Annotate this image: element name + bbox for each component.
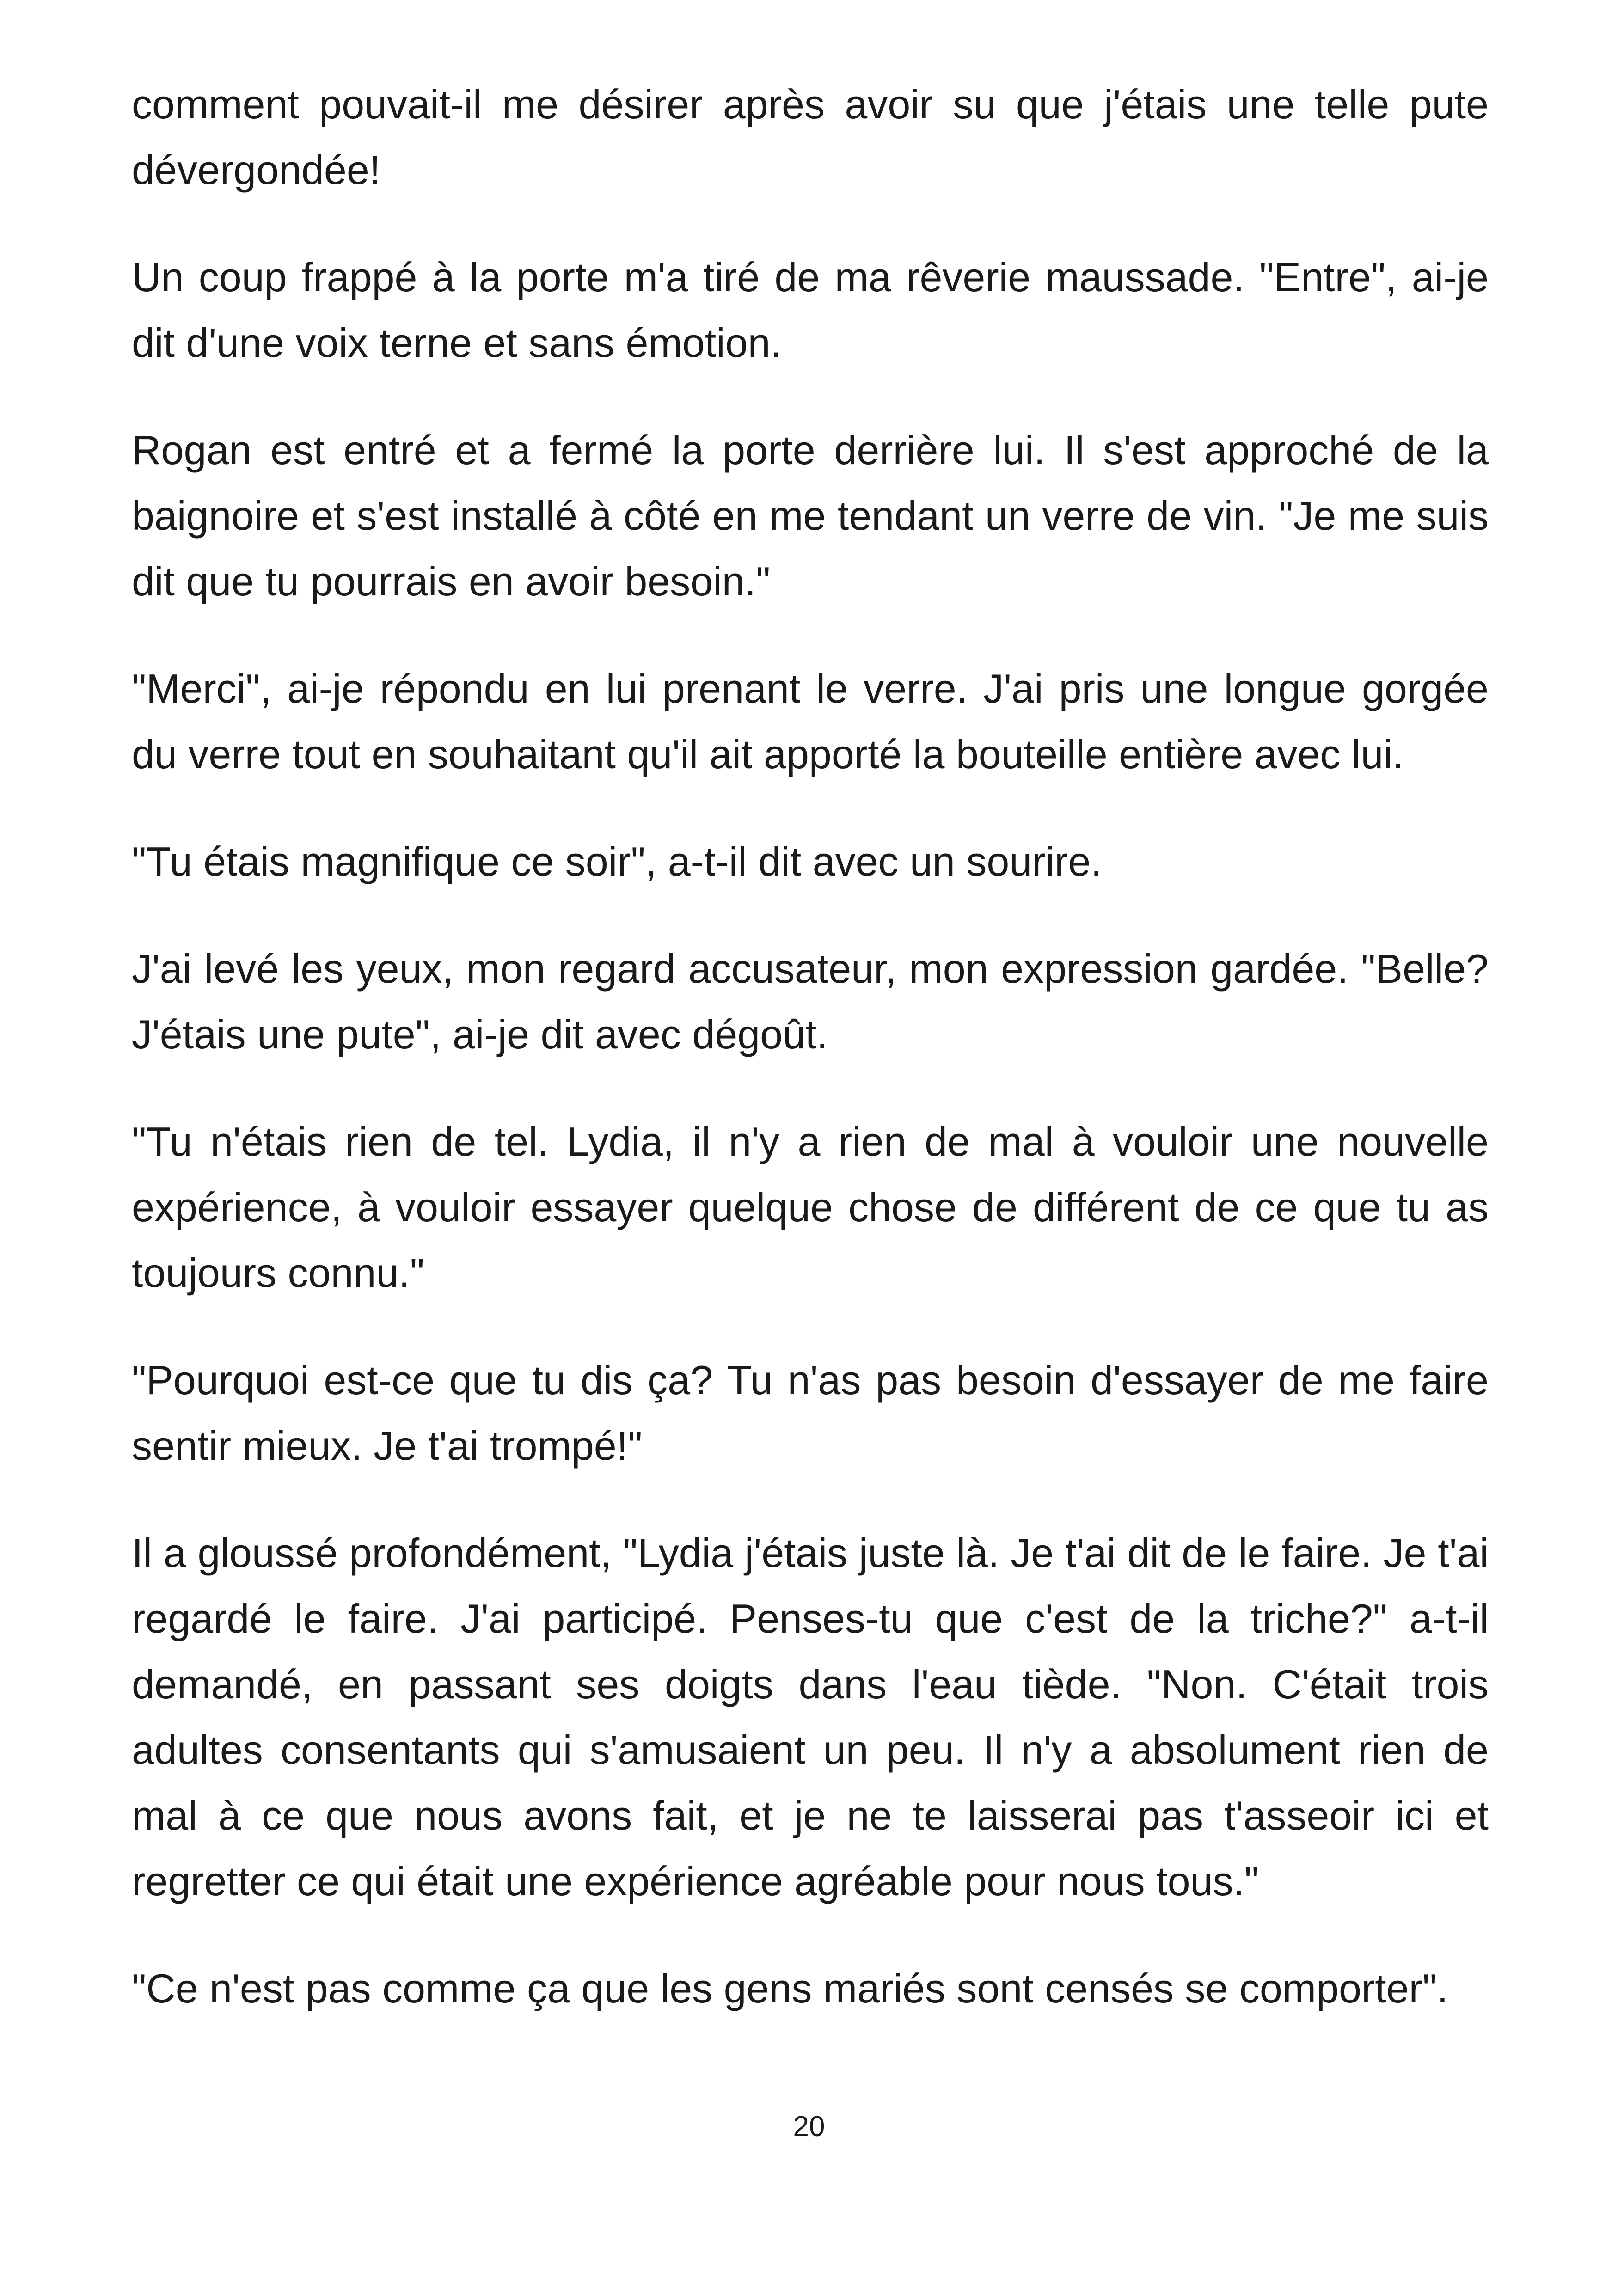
paragraph-1: comment pouvait-il me désirer après avoir su que j'étais une telle pute dévergondée!	[132, 81, 1489, 193]
body-text	[132, 72, 1489, 2063]
paragraph-9: Il a gloussé profondément, "Lydia j'étais juste là. Je t'ai dit de le faire. Je t'ai regardé le faire. J'ai participé. Penses-tu que c'est de la triche?" a-t-il demandé, en passant ses doigts dans l'eau tiède. "Non. C'était trois adultes consentants qui s'amusaient un peu. Il n'y a absolument rien de mal à ce que nous avons fait, et je ne te laisserai pas t'asseoir ici et regretter ce qui était une expérience agréable pour nous tous."	[132, 1530, 1489, 1904]
page-number: 20	[793, 2111, 825, 2143]
paragraph-5: "Tu étais magnifique ce soir", a-t-il dit avec un sourire.	[132, 839, 1102, 884]
paragraph-7: "Tu n'étais rien de tel. Lydia, il n'y a rien de mal à vouloir une nouvelle expérience, à vouloir essayer quelque chose de différent de ce que tu as toujours connu."	[132, 1119, 1489, 1296]
paragraph-6: J'ai levé les yeux, mon regard accusateur, mon expression gardée. "Belle? J'étais une pute", ai-je dit avec dégoût.	[132, 946, 1489, 1057]
paragraph-4: "Merci", ai-je répondu en lui prenant le verre. J'ai pris une longue gorgée du verre tout en souhaitant qu'il ait apporté la bouteille entière avec lui.	[132, 666, 1489, 777]
paragraph-3: Rogan est entré et a fermé la porte derrière lui. Il s'est approché de la baignoire et s'est installé à côté en me tendant un verre de vin. "Je me suis dit que tu pourrais en avoir besoin."	[132, 427, 1489, 604]
paragraph-10: "Ce n'est pas comme ça que les gens mariés sont censés se comporter".	[132, 1965, 1448, 2011]
paragraph-8: "Pourquoi est-ce que tu dis ça? Tu n'as pas besoin d'essayer de me faire sentir mieux. Je t'ai trompé!"	[132, 1357, 1489, 1469]
paragraph-2: Un coup frappé à la porte m'a tiré de ma rêverie maussade. "Entre", ai-je dit d'une voix terne et sans émotion.	[132, 254, 1489, 366]
